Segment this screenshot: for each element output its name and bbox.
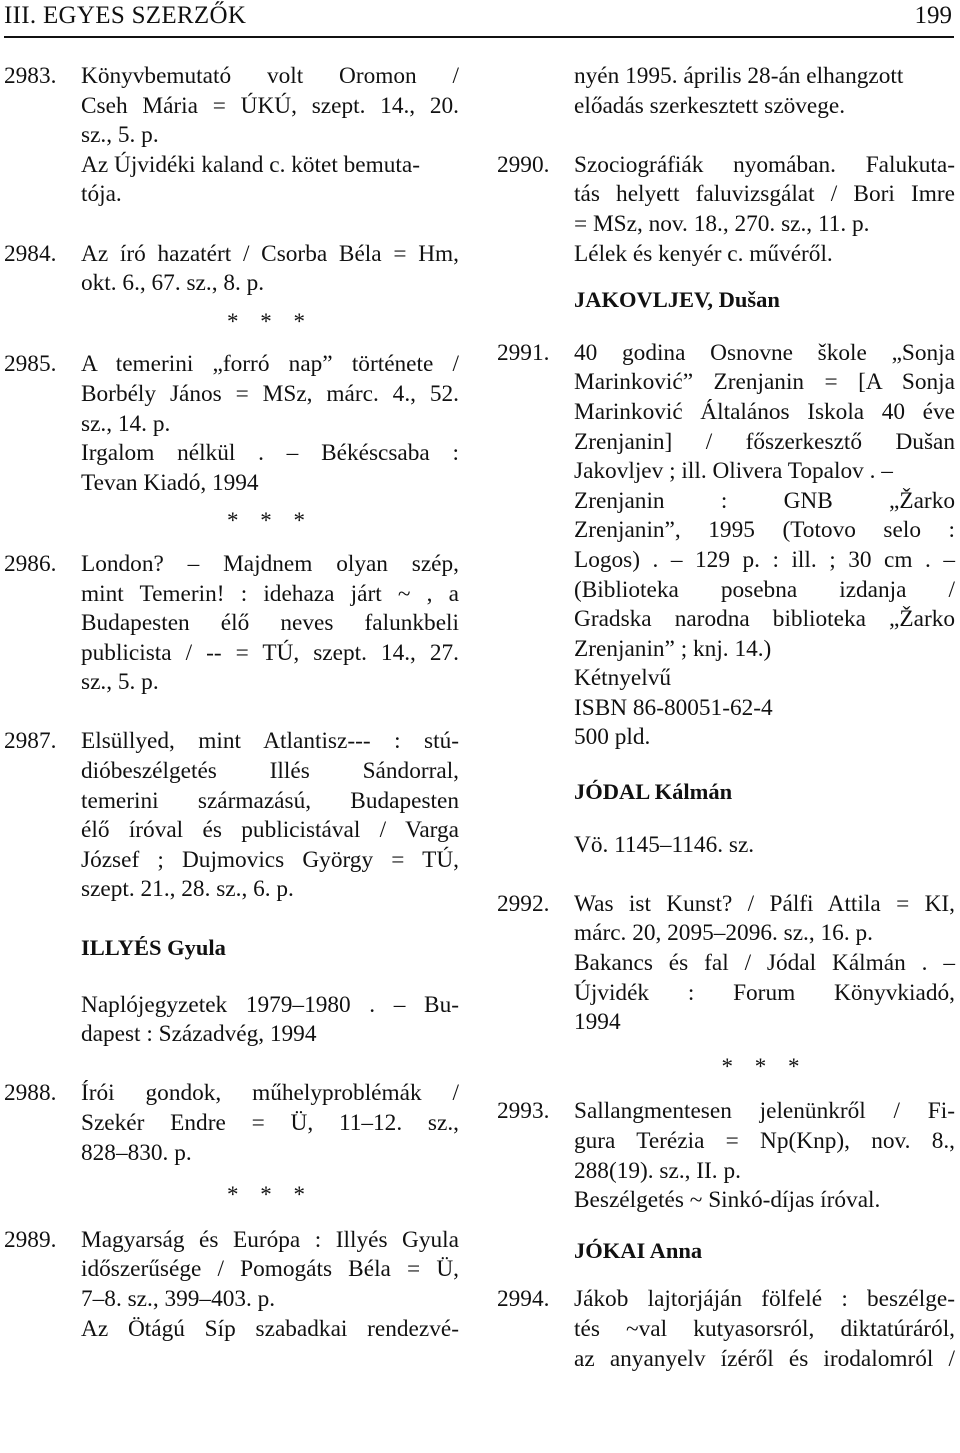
entry-number: 2986. <box>4 550 57 577</box>
entry-number: 2983. <box>4 63 57 89</box>
entry-line: gura Terézia = Np(Knp), nov. 8., <box>574 1128 955 1154</box>
section-title: III. EGYES SZERZŐK <box>4 2 247 29</box>
entry-line: tás helyett faluvizsgálat / Bori Imre <box>574 181 955 208</box>
entry-2994 <box>497 1285 955 1374</box>
entry-line: 828–830. p. <box>81 1139 192 1166</box>
entry-line: sz., 14. p. <box>81 410 171 437</box>
entry-line: Szociográfiák nyomában. Falukuta- <box>574 151 955 178</box>
entry-line: Irgalom nélkül . – Békéscsaba : <box>81 440 459 467</box>
entry-line: Kétnyelvű <box>574 665 672 692</box>
entry-line: Elsüllyed, mint Atlantisz--- : stú- <box>81 728 459 755</box>
entry-line: szept. 21., 28. sz., 6. p. <box>81 876 294 903</box>
entry-line: dióbeszélgetés Illés Sándorral, <box>81 758 459 785</box>
entry-line: okt. 6., 67. sz., 8. p. <box>81 270 265 297</box>
entry-line: Lélek és kenyér c. művéről. <box>574 240 833 267</box>
entry-number: 2989. <box>4 1226 57 1253</box>
entry-line: Bakancs és fal / Jódal Kálmán . – <box>574 950 955 977</box>
entry-line: (Biblioteka posebna izdanja / <box>574 576 955 603</box>
entry-line: Jákob lajtorjáján fölfelé : beszélge- <box>574 1286 955 1313</box>
section-separator: * * * <box>721 1053 808 1079</box>
entry-line: Was ist Kunst? / Pálfi Attila = KI, <box>574 890 955 917</box>
entry-2989 <box>4 1226 459 1344</box>
entry-number: 2991. <box>497 339 550 366</box>
entry-number: 2985. <box>4 351 57 378</box>
entry-line: József ; Dujmovics György = TÚ, <box>81 846 459 873</box>
author-heading: JÓKAI Anna <box>574 1237 703 1263</box>
entry-line: = MSz, nov. 18., 270. sz., 11. p. <box>574 210 870 237</box>
entry-line: Zrenjanin] / főszerkesztő Dušan <box>574 428 955 455</box>
entry-2986 <box>4 550 459 698</box>
author-heading: JÓDAL Kálmán <box>574 779 733 805</box>
entry-2993 <box>497 1097 955 1215</box>
entry-line: Logos) . – 129 p. : ill. ; 30 cm . – <box>574 546 955 573</box>
entry-number: 2984. <box>4 240 57 267</box>
entry-line: élő íróval és publicistával / Varga <box>81 817 459 844</box>
entry-line: Az író hazatért / Csorba Béla = Hm, <box>81 240 459 267</box>
entry-line: Borbély János = MSz, márc. 4., 52. <box>81 380 459 407</box>
page-number: 199 <box>914 2 952 29</box>
running-header <box>4 2 954 38</box>
section-separator: * * * <box>227 508 313 534</box>
entry-line: ISBN 86-80051-62-4 <box>574 694 773 721</box>
entry-line: Újvidék : Forum Könyvkiadó, <box>574 979 955 1006</box>
entry-number: 2993. <box>497 1098 550 1125</box>
entry-line: Az Ötágú Síp szabadkai rendezvé- <box>81 1315 459 1342</box>
entry-2991 <box>497 339 955 753</box>
entry-line: 500 pld. <box>574 724 651 751</box>
entry-line: Szekér Endre = Ü, 11–12. sz., <box>81 1110 459 1136</box>
entry-line: Magyarság és Európa : Illyés Gyula <box>81 1226 459 1253</box>
entry-2984 <box>4 240 459 299</box>
entry-line: Jakovljev ; ill. Olivera Topalov . – <box>574 458 893 485</box>
entry-2988 <box>4 1079 459 1168</box>
author-heading: JAKOVLJEV, Dušan <box>574 287 780 313</box>
entry-line: márc. 20, 2095–2096. sz., 16. p. <box>574 920 873 947</box>
entry-line: sz., 5. p. <box>81 669 159 696</box>
entry-line: 40 godina Osnovne škole „Sonja <box>574 339 955 366</box>
entry-line: Marinković” Zrenjanin = [A Sonja <box>574 369 955 396</box>
entry-line: Cseh Mária = ÚKÚ, szept. 14., 20. <box>81 92 459 119</box>
entry-line: az anyanyelv ízéről és irodalomról / <box>574 1345 955 1372</box>
entry-2985 <box>4 350 459 498</box>
section-separator: * * * <box>227 308 313 334</box>
entry-line: tója. <box>81 181 122 208</box>
entry-2992 <box>497 890 955 1038</box>
entry-line: Az Újvidéki kaland c. kötet bemuta- <box>81 151 420 178</box>
entry-line: 1994 <box>574 1009 621 1036</box>
entry-continuation <box>497 62 955 121</box>
note-line: Vö. 1145–1146. sz. <box>574 831 755 858</box>
note-line: nyén 1995. április 28-án elhangzott <box>574 63 904 89</box>
entry-line: Zrenjanin : GNB „Žarko <box>574 487 955 514</box>
entry-line: Gradska narodna biblioteka „Žarko <box>574 606 955 633</box>
entry-line: mint Temerin! : idehaza járt ~ , a <box>81 580 459 607</box>
entry-line: Sallangmentesen jelenünkről / Fi- <box>574 1098 955 1125</box>
entry-2990 <box>497 151 955 269</box>
note-line: előadás szerkesztett szövege. <box>574 92 846 119</box>
entry-number: 2988. <box>4 1080 57 1107</box>
left-column <box>4 62 459 1344</box>
author-note <box>4 991 459 1050</box>
entry-line: 288(19). sz., II. p. <box>574 1157 741 1184</box>
right-column <box>497 62 955 1374</box>
entry-line: Marinković Általános Iskola 40 éve <box>574 398 955 425</box>
entry-number: 2987. <box>4 728 57 755</box>
entry-line: A temerini „forró nap” története / <box>81 351 459 378</box>
entry-line: Könyvbemutató volt Oromon / <box>81 63 459 89</box>
author-heading: ILLYÉS Gyula <box>81 935 226 961</box>
entry-line: publicista / -- = TÚ, szept. 14., 27. <box>81 639 459 666</box>
note-line: Naplójegyzetek 1979–1980 . – Bu- <box>81 991 459 1018</box>
entry-line: időszerűsége / Pomogáts Béla = Ü, <box>81 1256 459 1283</box>
entry-2987 <box>4 727 459 905</box>
author-note <box>497 831 955 861</box>
entry-number: 2994. <box>497 1286 550 1313</box>
entry-2983 <box>4 62 459 210</box>
entry-line: Zrenjanin” ; knj. 14.) <box>574 635 772 662</box>
entry-line: London? – Majdnem olyan szép, <box>81 550 459 577</box>
entry-line: temerini származású, Budapesten <box>81 787 459 814</box>
entry-line: 7–8. sz., 399–403. p. <box>81 1285 276 1312</box>
entry-line: sz., 5. p. <box>81 122 159 149</box>
entry-number: 2990. <box>497 151 550 178</box>
entry-line: Budapesten élő neves falunkbeli <box>81 610 459 637</box>
section-separator: * * * <box>227 1182 313 1208</box>
entry-line: Tevan Kiadó, 1994 <box>81 469 259 496</box>
entry-line: Zrenjanin”, 1995 (Totovo selo : <box>574 517 955 544</box>
entry-line: Beszélgetés ~ Sinkó-díjas íróval. <box>574 1187 881 1214</box>
entry-line: Írói gondok, műhelyproblémák / <box>81 1080 459 1107</box>
entry-line: tés ~val kutyasorsról, diktatúráról, <box>574 1315 955 1342</box>
entry-number: 2992. <box>497 890 550 917</box>
note-line: dapest : Századvég, 1994 <box>81 1021 317 1048</box>
